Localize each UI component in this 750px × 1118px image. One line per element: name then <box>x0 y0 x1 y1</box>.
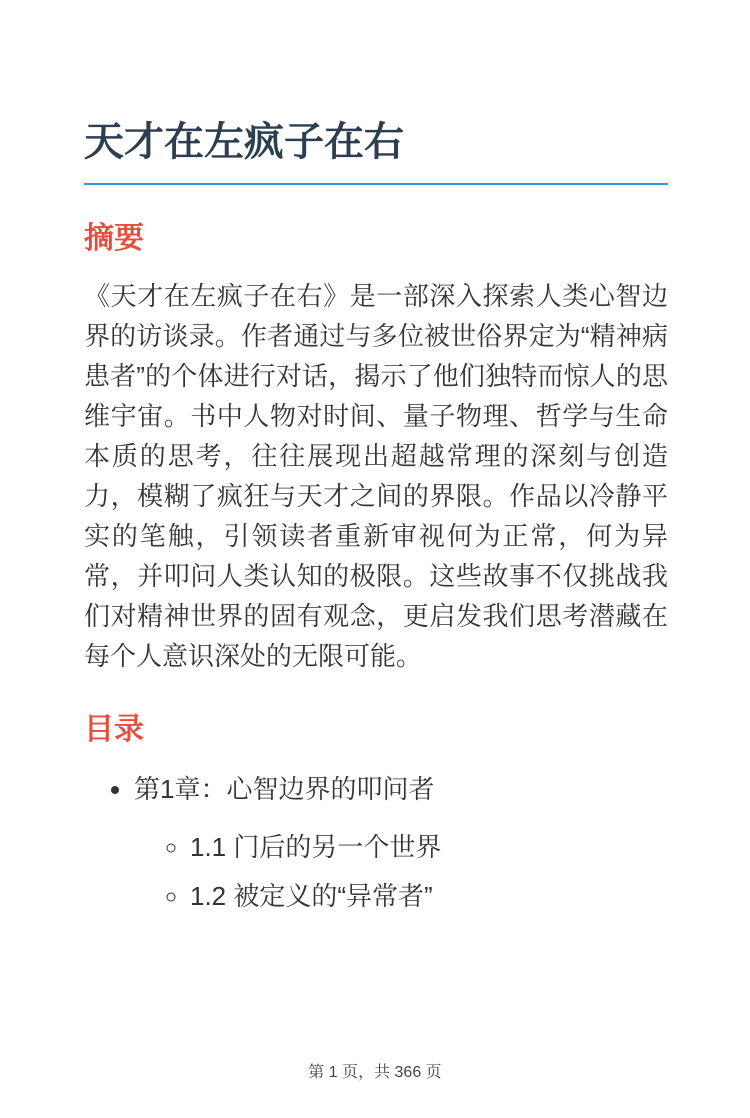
toc-section-list <box>134 827 668 916</box>
toc-section-item: ◦ 1.1 门后的另一个世界 <box>190 827 668 867</box>
toc-heading: 目录 <box>84 712 144 746</box>
toc-list <box>84 769 668 916</box>
page-footer <box>0 1061 750 1085</box>
abstract-heading: 摘要 <box>84 222 144 255</box>
document-title: 天才在左疯子在右 <box>84 120 404 164</box>
page-indicator: 第 1 页，共 366 页 <box>308 1064 442 1081</box>
title-divider <box>84 183 668 185</box>
toc-chapter-item <box>134 769 668 916</box>
abstract-body: 《天才在左疯子在右》是一部深入探索人类心智边界的访谈录。作者通过与多位被世俗界定为“精神病患者”的个体进行对话，揭示了他们独特而惊人的思维宇宙。书中人物对时间、量子物理、哲学与生命本质的思考，往往展现出超越常理的深刻与创造力，模糊了疯狂与天才之间的界限。作品以冷静平实的笔触，引领读者重新审视何为正常，何为异常，并叩问人类认知的极限。这些故事不仅挑战我们对精神世界的固有观念，更启发我们思考潜藏在每个人意识深处的无限可能。 <box>84 280 668 671</box>
document-page <box>0 118 750 1118</box>
toc-section-item: ◦ 1.2 被定义的“异常者” <box>190 876 668 916</box>
toc-chapter-label: 第1章：心智边界的叩问者 <box>134 774 435 804</box>
